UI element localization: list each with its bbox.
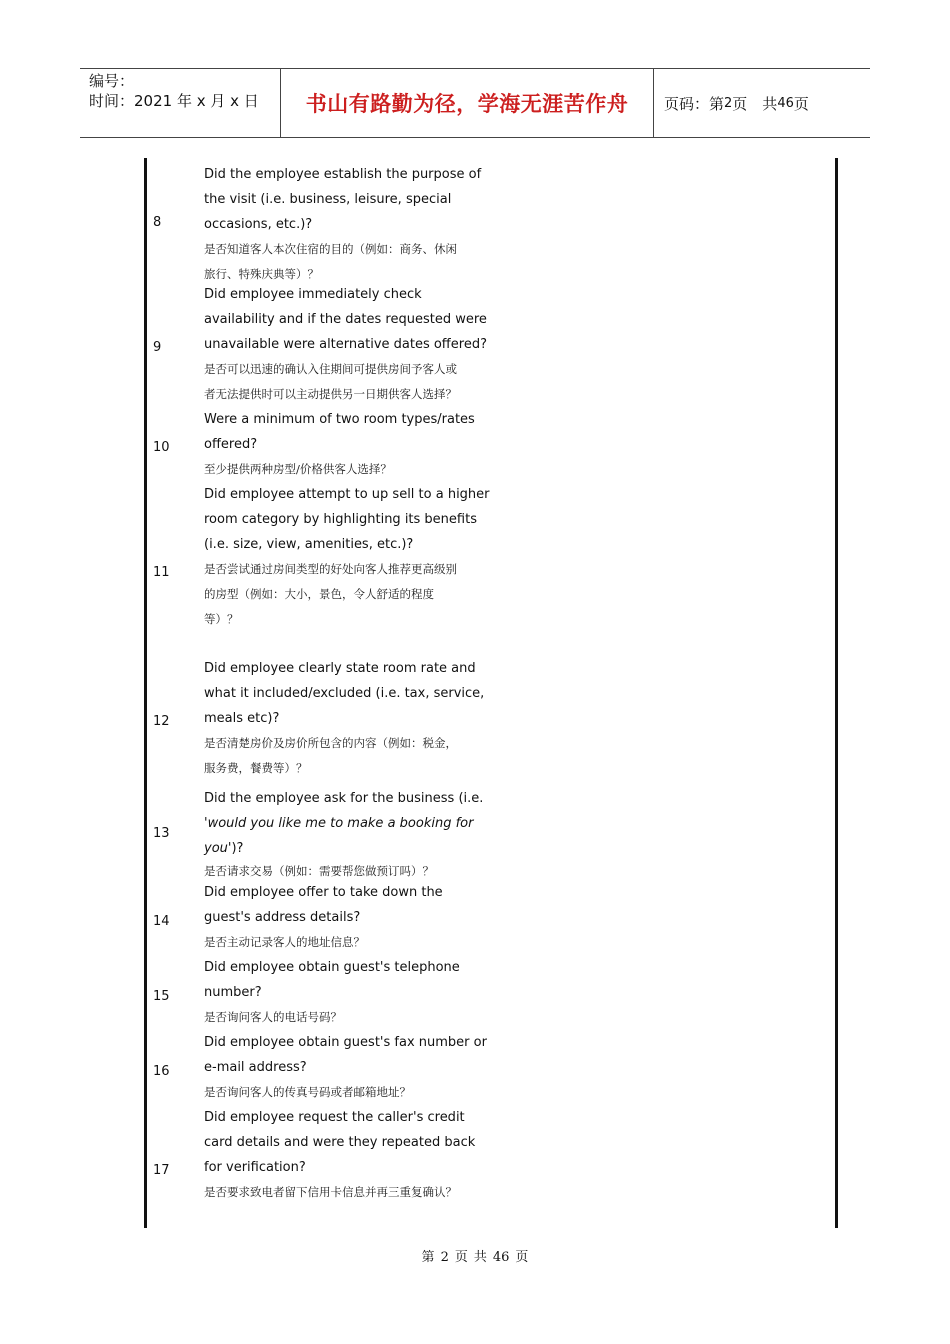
- question: [204, 1030, 504, 1105]
- footer-ye: 页: [454, 1250, 468, 1265]
- question-en: the visit (i.e. business, leisure, special: [204, 192, 452, 207]
- footer-ye2: 页: [515, 1250, 529, 1265]
- page-total: 46: [777, 95, 794, 111]
- question: [204, 1105, 504, 1205]
- question-en: Did employee offer to take down the: [204, 885, 443, 900]
- question-zh: 服务费，餐费等）？: [204, 761, 308, 775]
- question-en: room category by highlighting its benefits: [204, 512, 477, 527]
- question-en: Did employee obtain guest's telephone: [204, 960, 460, 975]
- row-number: 11: [153, 565, 170, 580]
- page-footer: [0, 1246, 950, 1265]
- question-en: e-mail address?: [204, 1060, 307, 1075]
- question-zh: 是否清楚房价及房价所包含的内容（例如：税金，: [204, 736, 457, 750]
- question-en: Did the employee ask for the business (i.e.: [204, 791, 484, 806]
- question-en: Were a minimum of two room types/rates: [204, 412, 475, 427]
- question-zh: 是否知道客人本次住宿的目的（例如：商务、休闲: [204, 242, 457, 256]
- row-number: 15: [153, 989, 170, 1004]
- question-en: unavailable were alternative dates offered?: [204, 337, 487, 352]
- question-en: what it included/excluded (i.e. tax, service,: [204, 686, 485, 701]
- page-header: [80, 68, 870, 138]
- time-label: 时间：2021 年 x 月 x 日: [89, 92, 259, 110]
- question-zh: 旅行、特殊庆典等）？: [204, 267, 319, 281]
- question-zh: 是否询问客人的传真号码或者邮箱地址？: [204, 1085, 411, 1099]
- italic-quote: would you like me to make a booking for: [207, 816, 474, 831]
- footer-total: 46: [492, 1250, 510, 1265]
- row-number: 8: [153, 215, 162, 230]
- question-zh: 是否要求致电者留下信用卡信息并再三重复确认？: [204, 1185, 457, 1199]
- question-en: guest's address details?: [204, 910, 361, 925]
- question-en: offered?: [204, 437, 258, 452]
- quote-open: ': [204, 816, 208, 831]
- question-zh: 是否请求交易（例如：需要帮您做预订吗）？: [204, 864, 434, 878]
- question: [204, 656, 504, 781]
- question-en: Did employee obtain guest's fax number or: [204, 1035, 487, 1050]
- row-number: 13: [153, 826, 170, 841]
- page-mid: 页 共: [732, 94, 778, 113]
- question-zh: 等）？: [204, 612, 239, 626]
- header-meta: [80, 69, 281, 137]
- question-en-line: [204, 811, 504, 836]
- page-prefix: 页码：第: [664, 94, 725, 113]
- row-number: 9: [153, 340, 162, 355]
- page-number: 2: [724, 95, 733, 111]
- question-en: Did employee clearly state room rate and: [204, 661, 476, 676]
- footer-gong: 共: [473, 1250, 487, 1265]
- question-en: Did employee attempt to up sell to a higher: [204, 487, 490, 502]
- question-zh: 是否尝试通过房间类型的好处向客人推荐更高级别: [204, 562, 457, 576]
- question-en: card details and were they repeated back: [204, 1135, 476, 1150]
- quote-close: ')?: [227, 841, 244, 856]
- question-en: (i.e. size, view, amenities, etc.)?: [204, 537, 414, 552]
- question: [204, 407, 504, 482]
- question: [204, 282, 504, 407]
- question: [204, 482, 504, 632]
- italic-quote: you: [204, 841, 228, 856]
- question-en: Did employee request the caller's credit: [204, 1110, 465, 1125]
- question-zh: 是否可以迅速的确认入住期间可提供房间予客人或: [204, 362, 457, 376]
- question-en: Did the employee establish the purpose of: [204, 167, 482, 182]
- question-en: occasions, etc.)?: [204, 217, 313, 232]
- question-zh: 者无法提供时可以主动提供另一日期供客人选择？: [204, 387, 457, 401]
- question-en: availability and if the dates requested were: [204, 312, 487, 327]
- question-zh: 至少提供两种房型/价格供客人选择？: [204, 462, 392, 476]
- question-zh: 的房型（例如：大小，景色，令人舒适的程度: [204, 587, 434, 601]
- question-zh: 是否询问客人的电话号码？: [204, 1010, 342, 1024]
- question-zh: 是否主动记录客人的地址信息？: [204, 935, 365, 949]
- header-page-info: [654, 69, 870, 137]
- row-number: 12: [153, 714, 170, 729]
- page-suffix: 页: [793, 94, 809, 113]
- motto: 书山有路勤为径，学海无涯苦作舟: [305, 92, 629, 116]
- question-en-line: [204, 836, 504, 861]
- footer-di: 第: [421, 1250, 435, 1265]
- row-number: 17: [153, 1163, 170, 1178]
- footer-page: 2: [440, 1250, 449, 1265]
- question-en: number?: [204, 985, 262, 1000]
- question-en: meals etc)?: [204, 711, 280, 726]
- question: [204, 955, 504, 1030]
- table-left-border: [144, 158, 147, 1228]
- question: [204, 162, 504, 287]
- code-label: 编号：: [89, 72, 135, 90]
- header-motto-cell: [281, 69, 654, 137]
- question: [204, 880, 504, 955]
- row-number: 14: [153, 914, 170, 929]
- row-number: 10: [153, 440, 170, 455]
- question: [204, 786, 504, 881]
- row-number: 16: [153, 1064, 170, 1079]
- question-en: Did employee immediately check: [204, 287, 422, 302]
- question-en: for verification?: [204, 1160, 306, 1175]
- table-right-border: [835, 158, 838, 1228]
